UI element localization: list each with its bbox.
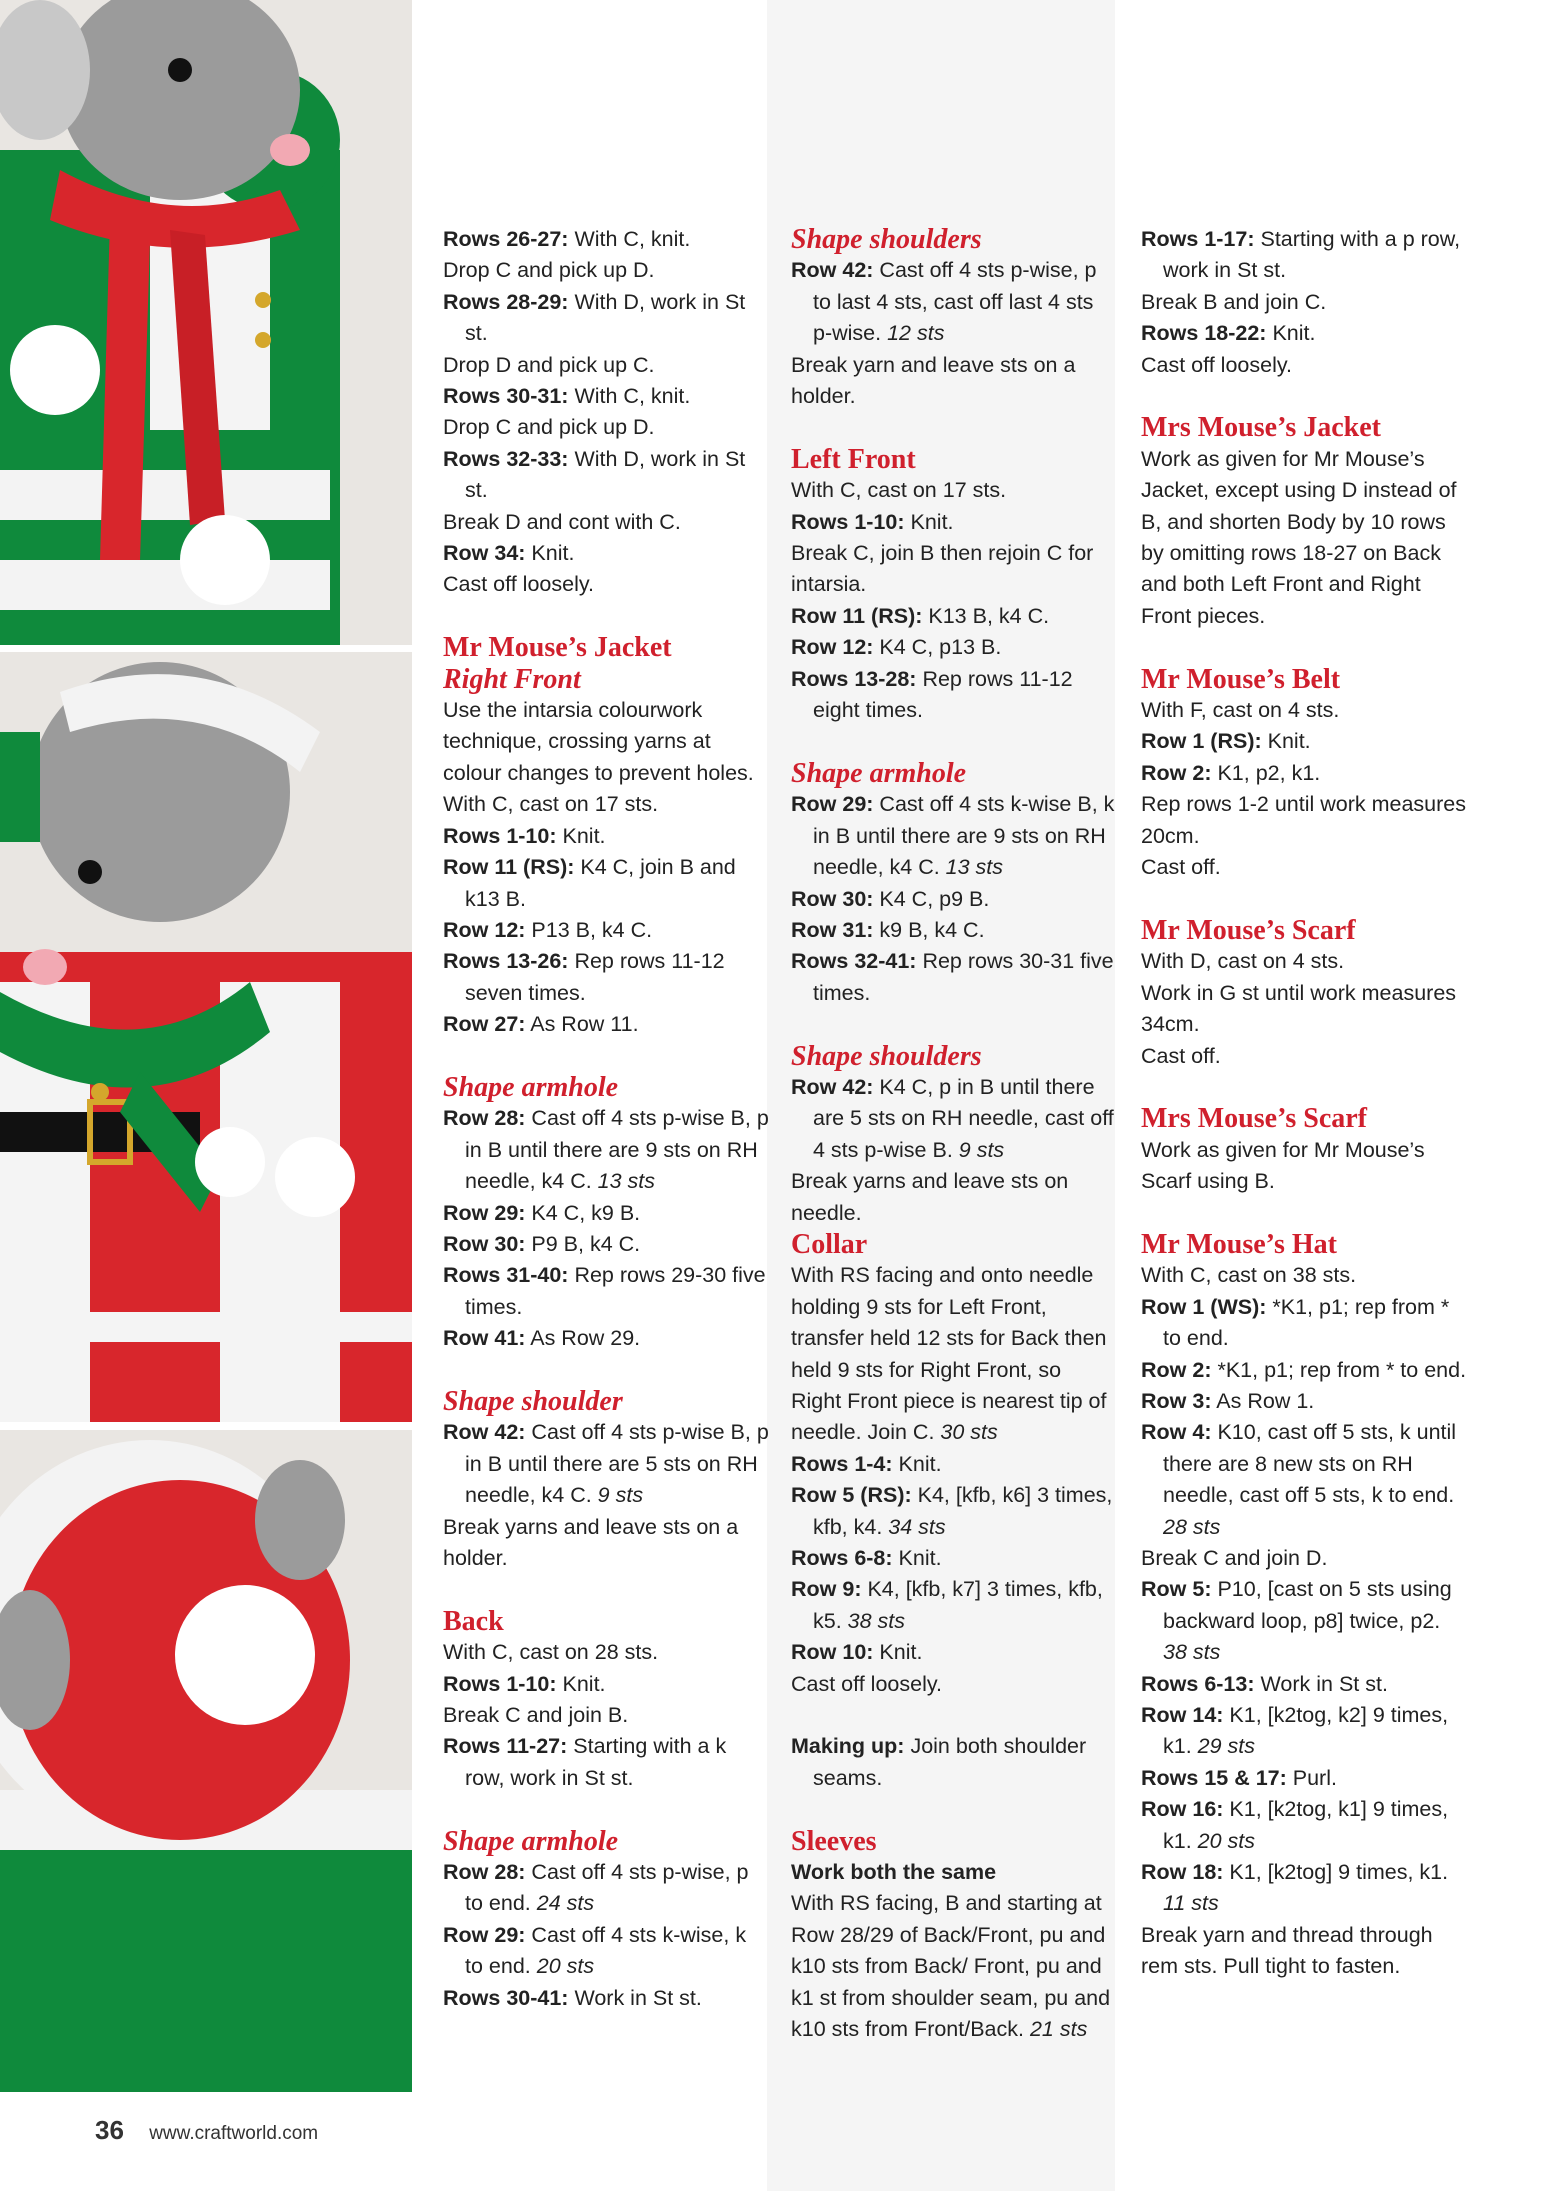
row-label: Rows 1-10: (791, 509, 905, 534)
section-heading: Mrs Mouse’s Jacket (1141, 412, 1382, 444)
instruction-line (791, 350, 1117, 413)
section-heading: Sleeves (791, 1825, 877, 1857)
instruction-line (443, 915, 769, 946)
row-label: Row 11 (RS): (791, 603, 923, 628)
instruction-text: *K1, p1; rep from * to end. (1211, 1357, 1467, 1382)
section-spacer (1141, 381, 1467, 412)
column-3 (1141, 224, 1467, 1983)
instruction-line (443, 350, 769, 381)
instruction-line (791, 915, 1117, 946)
instruction-text: Cast off 4 sts k-wise, k to end. (465, 1922, 747, 1979)
row-label: Row 14: (1141, 1703, 1224, 1728)
instruction-text: As Row 1. (1211, 1388, 1315, 1413)
row-label: Row 29: (443, 1200, 526, 1225)
instruction-line (791, 884, 1117, 915)
instruction-text: Work in St st. (568, 1985, 702, 2010)
instruction-text: K4 C, k9 B. (525, 1200, 641, 1225)
row-label: Rows 32-41: (791, 949, 917, 974)
instruction-line (443, 224, 769, 255)
instruction-text: K4 C, join B and k13 B. (465, 855, 736, 911)
instruction-text: With D, cast on 4 sts. (1141, 949, 1345, 974)
instruction-line (791, 255, 1117, 349)
instruction-text: Work in G st until work measures 34cm. (1141, 980, 1457, 1037)
instruction-text: Rep rows 1-2 until work measures 20cm. (1141, 792, 1467, 848)
section-spacer (443, 1794, 769, 1825)
row-label: Rows 26-27: (443, 227, 569, 251)
instruction-text: Break yarn and leave sts on a holder. (791, 352, 1076, 409)
row-label: Row 11 (RS): (443, 855, 575, 880)
section-heading: Collar (791, 1228, 868, 1260)
row-label: Rows 1-10: (443, 1671, 557, 1696)
instruction-text: Break yarns and leave sts on a holder. (443, 1514, 739, 1571)
row-label: Row 4: (1141, 1420, 1212, 1445)
stitch-count: 24 sts (536, 1891, 595, 1916)
row-label: Row 42: (791, 1074, 874, 1099)
instruction-line (1141, 978, 1467, 1041)
instruction-text: Work as given for Mr Mouse’s Jacket, except using D instead of B, and shorten Body by 10 rows by omitting rows 18-27 on Back and both Left Front and Right Front pieces. (1141, 446, 1457, 628)
row-label: Rows 6-13: (1141, 1671, 1255, 1696)
row-label: Row 2: (1141, 760, 1212, 785)
instruction-line (1141, 350, 1467, 381)
row-label: Row 29: (443, 1922, 526, 1947)
row-label: Rows 31-40: (443, 1263, 569, 1288)
row-label: Row 16: (1141, 1797, 1224, 1822)
section-heading: Right Front (443, 663, 581, 695)
instruction-line (791, 601, 1117, 632)
instruction-line (443, 412, 769, 443)
instruction-text: Knit. (873, 1640, 923, 1665)
instruction-text: P10, [cast on 5 sts using backward loop, p8] twice, p2. (1163, 1577, 1452, 1633)
instruction-line (1141, 852, 1467, 883)
section-spacer (1141, 1198, 1467, 1229)
instruction-text: K13 B, k4 C. (922, 603, 1050, 628)
instruction-line (443, 1009, 769, 1040)
row-label: Rows 13-28: (791, 666, 917, 691)
instruction-line (1141, 726, 1467, 757)
row-label: Row 18: (1141, 1860, 1224, 1885)
instruction-text: With C, knit. (568, 384, 691, 409)
instruction-line (1141, 1417, 1467, 1543)
section-heading: Mr Mouse’s Scarf (1141, 914, 1356, 946)
instruction-text: P9 B, k4 C. (525, 1231, 641, 1256)
instruction-text: Knit. (904, 509, 954, 534)
instruction-line (791, 1543, 1117, 1574)
section-spacer (1141, 632, 1467, 663)
instruction-text: Drop C and pick up D. (443, 258, 655, 283)
instruction-text: Cast off. (1141, 1043, 1221, 1068)
row-label: Rows 11-27: (443, 1734, 568, 1759)
instruction-line (443, 1920, 769, 1983)
instruction-text: Knit. (1261, 729, 1311, 754)
row-label: Rows 1-17: (1141, 227, 1255, 251)
row-label: Rows 30-41: (443, 1985, 569, 2010)
instruction-line (791, 1888, 1117, 2045)
instruction-line (443, 538, 769, 569)
instruction-text: Break D and cont with C. (443, 509, 681, 534)
instruction-text: K4 C, p in B until there are 5 sts on RH needle, cast off 4 sts p-wise B. (813, 1074, 1114, 1162)
instruction-line (443, 1417, 769, 1511)
row-label: Row 1 (WS): (1141, 1294, 1267, 1319)
instruction-line (443, 1857, 769, 1920)
stitch-count: 13 sts (597, 1169, 656, 1194)
instruction-text: K1, p2, k1. (1211, 760, 1321, 785)
instruction-text: K4, [kfb, k7] 3 times, kfb, k5. (813, 1577, 1103, 1633)
instruction-text: Work in St st. (1254, 1671, 1388, 1696)
instruction-line (443, 1637, 769, 1668)
instruction-line (1141, 1543, 1467, 1574)
instruction-text: Cast off loosely. (1141, 352, 1292, 377)
section-spacer (791, 1009, 1117, 1040)
instruction-line (443, 946, 769, 1009)
column-2 (791, 224, 1117, 2045)
instruction-line (791, 1166, 1117, 1229)
instruction-line (1141, 1292, 1467, 1355)
instruction-text: Break C and join D. (1141, 1545, 1328, 1570)
instruction-line (791, 1480, 1117, 1543)
instruction-text: *K1, p1; rep from * to end. (1163, 1294, 1450, 1351)
instruction-text: Cast off 4 sts p-wise, p to last 4 sts, cast off last 4 sts p-wise. (813, 258, 1097, 346)
mouse-hat-photo (0, 1430, 412, 2092)
section-heading: Mr Mouse’s Hat (1141, 1228, 1337, 1260)
row-label: Row 31: (791, 917, 874, 942)
stitch-count: 20 sts (536, 1954, 595, 1979)
instruction-text: Break yarn and thread through rem sts. Pull tight to fasten. (1141, 1922, 1433, 1979)
instruction-text: Starting with a k row, work in St st. (465, 1734, 727, 1790)
stitch-count: 21 sts (1029, 2017, 1088, 2042)
instruction-text: With F, cast on 4 sts. (1141, 698, 1340, 723)
instruction-line (443, 1700, 769, 1731)
instruction-line (791, 664, 1117, 727)
instruction-line (443, 287, 769, 350)
instruction-text: K1, [k2tog, k1] 9 times, k1. (1163, 1797, 1449, 1853)
subheading: Work both the same (791, 1860, 997, 1885)
instruction-text: Cast off 4 sts p-wise B, p in B until there are 5 sts on RH needle, k4 C. (465, 1420, 769, 1508)
section-heading: Shape shoulders (791, 1040, 982, 1072)
instruction-text: Cast off 4 sts p-wise, p to end. (465, 1860, 749, 1916)
row-label: Row 28: (443, 1860, 526, 1885)
instruction-line (1141, 1386, 1467, 1417)
section-heading: Shape shoulder (443, 1385, 623, 1417)
instruction-text: Break C, join B then rejoin C for intarsia. (791, 541, 1094, 597)
row-label: Row 27: (443, 1012, 526, 1037)
stitch-count: 20 sts (1197, 1828, 1256, 1853)
row-label: Row 2: (1141, 1357, 1212, 1382)
instruction-line (1141, 1135, 1467, 1198)
instruction-line (791, 946, 1117, 1009)
instruction-line (443, 789, 769, 820)
section-heading: Mr Mouse’s Jacket (443, 632, 672, 664)
instruction-line (443, 1323, 769, 1354)
instruction-line (443, 1260, 769, 1323)
instruction-text: Knit. (892, 1451, 942, 1476)
section-spacer (1141, 1072, 1467, 1103)
row-label: Row 12: (443, 917, 526, 942)
instruction-line (1141, 1857, 1467, 1920)
row-label: Rows 1-10: (443, 823, 557, 848)
instruction-text: Cast off loosely. (791, 1671, 942, 1696)
instruction-text: Cast off. (1141, 855, 1221, 880)
instruction-line (1141, 1260, 1467, 1291)
section-heading: Mr Mouse’s Belt (1141, 663, 1341, 695)
instruction-text: Starting with a p row, work in St st. (1163, 227, 1461, 283)
instruction-text: K4, [kfb, k6] 3 times, kfb, k4. (813, 1483, 1113, 1539)
row-label: Row 30: (443, 1231, 526, 1256)
instruction-text: Break B and join C. (1141, 289, 1327, 314)
instruction-text: With RS facing, B and starting at Row 28/29 of Back/Front, pu and k10 sts from Back/ Front, pu and k1 st from shoulder seam, pu and k10 sts from Front/Back. (791, 1891, 1111, 2042)
instruction-text: Knit. (556, 1671, 606, 1696)
stitch-count: 12 sts (887, 321, 945, 346)
stitch-count: 28 sts (1163, 1514, 1221, 1539)
instruction-line (791, 1731, 1117, 1794)
instruction-text: Use the intarsia colourwork technique, crossing yarns at colour changes to prevent holes. (443, 698, 754, 785)
section-spacer (443, 601, 769, 632)
instruction-line (1141, 1669, 1467, 1700)
instruction-line (791, 789, 1117, 883)
page-footer (95, 2115, 318, 2146)
section-heading: Shape armhole (443, 1825, 619, 1857)
row-label: Row 41: (443, 1326, 526, 1351)
instruction-line (1141, 758, 1467, 789)
photo-strip (0, 0, 412, 2092)
instruction-text: K4 C, p9 B. (873, 886, 990, 911)
instruction-text: With C, cast on 17 sts. (791, 478, 1007, 503)
instruction-text: Rep rows 11-12 eight times. (813, 666, 1073, 723)
instruction-text: With RS facing and onto needle holding 9 sts for Left Front, transfer held 12 sts for Back then held 9 sts for Right Front, so Right Front piece is nearest tip of needle. Join C. (791, 1263, 1107, 1445)
stitch-count: 38 sts (847, 1608, 906, 1633)
instruction-line (443, 1229, 769, 1260)
instruction-line (1141, 695, 1467, 726)
instruction-line (1141, 946, 1467, 977)
stitch-count: 30 sts (940, 1420, 998, 1445)
instruction-text: Drop D and pick up C. (443, 352, 655, 377)
instruction-line (791, 538, 1117, 601)
instruction-line (443, 1669, 769, 1700)
instruction-line (443, 695, 769, 789)
instruction-line (443, 1512, 769, 1575)
instruction-line (1141, 1041, 1467, 1072)
instruction-line (443, 821, 769, 852)
section-heading: Back (443, 1605, 504, 1637)
instruction-line (1141, 789, 1467, 852)
row-label: Rows 13-26: (443, 949, 569, 974)
instruction-line (791, 1574, 1117, 1637)
row-label: Row 3: (1141, 1388, 1212, 1413)
instruction-text: With C, cast on 38 sts. (1141, 1263, 1357, 1288)
instruction-line (443, 1731, 769, 1794)
row-label: Row 5: (1141, 1577, 1212, 1602)
instruction-text: K4 C, p13 B. (873, 635, 1002, 660)
instruction-text: Break C and join B. (443, 1703, 629, 1728)
stitch-count: 29 sts (1197, 1734, 1256, 1759)
row-label: Row 5 (RS): (791, 1483, 912, 1508)
instruction-text: Work as given for Mr Mouse’s Scarf using B. (1141, 1137, 1425, 1194)
instruction-text: Cast off 4 sts p-wise B, p in B until there are 9 sts on RH needle, k4 C. (465, 1106, 769, 1194)
section-spacer (1141, 884, 1467, 915)
section-heading: Shape armhole (791, 757, 967, 789)
instruction-text: Rep rows 11-12 seven times. (465, 949, 725, 1005)
instruction-text: Purl. (1286, 1765, 1337, 1790)
section-spacer (791, 726, 1117, 757)
instruction-line (1141, 287, 1467, 318)
section-spacer (791, 1794, 1117, 1825)
row-label: Rows 1-4: (791, 1451, 893, 1476)
section-heading: Left Front (791, 443, 916, 475)
instruction-line (443, 1198, 769, 1229)
stitch-count: 11 sts (1163, 1891, 1219, 1916)
instruction-line (791, 475, 1117, 506)
instruction-line (443, 1983, 769, 2014)
instruction-text: As Row 11. (525, 1012, 639, 1037)
row-label: Row 28: (443, 1106, 526, 1131)
instruction-text: Cast off 4 sts k-wise B, k in B until there are 9 sts on RH needle, k4 C. (813, 792, 1115, 880)
row-label: Row 34: (443, 541, 526, 566)
instruction-line (443, 507, 769, 538)
instruction-line (791, 1669, 1117, 1700)
instruction-line (1141, 1763, 1467, 1794)
instruction-text: With D, work in St st. (465, 446, 746, 503)
stitch-count: 34 sts (888, 1514, 946, 1539)
stitch-count: 38 sts (1163, 1640, 1221, 1665)
row-label: Rows 15 & 17: (1141, 1765, 1287, 1790)
row-label: Rows 18-22: (1141, 321, 1267, 346)
instruction-text: k9 B, k4 C. (873, 917, 985, 942)
instruction-line (1141, 444, 1467, 632)
instruction-text: Drop C and pick up D. (443, 415, 655, 440)
column-1 (443, 224, 769, 2014)
instruction-line (443, 569, 769, 600)
row-label: Row 9: (791, 1577, 862, 1602)
row-label: Rows 28-29: (443, 289, 569, 314)
section-heading: Shape armhole (443, 1071, 619, 1103)
instruction-line (791, 1637, 1117, 1668)
row-label: Row 1 (RS): (1141, 729, 1262, 754)
instruction-line (443, 381, 769, 412)
row-label: Row 42: (443, 1420, 526, 1445)
instruction-line (1141, 1920, 1467, 1983)
instruction-text: P13 B, k4 C. (525, 917, 653, 942)
instruction-text: With D, work in St st. (465, 289, 746, 346)
instruction-text: Rep rows 29-30 five times. (465, 1263, 766, 1319)
row-label: Rows 32-33: (443, 446, 569, 471)
instruction-text: K10, cast off 5 sts, k until there are 8 new sts on RH needle, cast off 5 sts, k to end. (1163, 1420, 1457, 1508)
instruction-line (1141, 318, 1467, 349)
section-spacer (791, 1700, 1117, 1731)
page-number: 36 (95, 2115, 124, 2145)
section-heading: Shape shoulders (791, 224, 982, 255)
instruction-text: K1, [k2tog, k2] 9 times, k1. (1163, 1703, 1449, 1759)
instruction-text: Join both shoulder seams. (813, 1734, 1087, 1790)
section-spacer (443, 1041, 769, 1072)
instruction-text: Break yarns and leave sts on needle. (791, 1169, 1069, 1225)
instruction-text: K1, [k2tog] 9 times, k1. (1223, 1860, 1449, 1885)
instruction-line (1141, 224, 1467, 287)
row-label: Row 12: (791, 635, 874, 660)
instruction-text: With C, knit. (568, 227, 691, 251)
row-label: Row 42: (791, 258, 874, 283)
row-label: Making up: (791, 1734, 905, 1759)
instruction-text: Knit. (1266, 321, 1316, 346)
stitch-count: 9 sts (597, 1483, 644, 1508)
stitch-count: 9 sts (958, 1137, 1005, 1162)
section-spacer (443, 1355, 769, 1386)
instruction-text: Knit. (525, 541, 575, 566)
instruction-line (1141, 1794, 1467, 1857)
footer-url: www.craftworld.com (149, 2123, 319, 2144)
mrs-mouse-photo (0, 652, 412, 1422)
instruction-line (1141, 1574, 1467, 1668)
row-label: Rows 6-8: (791, 1546, 893, 1571)
instruction-line (791, 507, 1117, 538)
stitch-count: 13 sts (945, 855, 1004, 880)
instruction-line (791, 1449, 1117, 1480)
instruction-line (1141, 1700, 1467, 1763)
row-label: Row 29: (791, 792, 874, 817)
row-label: Row 30: (791, 886, 874, 911)
instruction-text: As Row 29. (525, 1326, 641, 1351)
row-label: Row 10: (791, 1640, 874, 1665)
instruction-line (443, 255, 769, 286)
instruction-text: Rep rows 30-31 five times. (813, 949, 1114, 1005)
instruction-text: With C, cast on 28 sts. (443, 1640, 659, 1665)
instruction-line (443, 852, 769, 915)
instruction-text: Knit. (556, 823, 606, 848)
instruction-line (1141, 1355, 1467, 1386)
instruction-line (791, 1260, 1117, 1448)
row-label: Rows 30-31: (443, 384, 569, 409)
instruction-text: Cast off loosely. (443, 572, 594, 597)
instruction-line (791, 1072, 1117, 1166)
section-spacer (443, 1574, 769, 1605)
instruction-line (443, 1103, 769, 1197)
instruction-line (791, 632, 1117, 663)
section-spacer (791, 412, 1117, 443)
instruction-text: With C, cast on 17 sts. (443, 792, 659, 817)
mr-mouse-photo (0, 0, 412, 645)
instruction-line (443, 444, 769, 507)
instruction-text: Knit. (892, 1546, 942, 1571)
section-heading: Mrs Mouse’s Scarf (1141, 1103, 1368, 1135)
